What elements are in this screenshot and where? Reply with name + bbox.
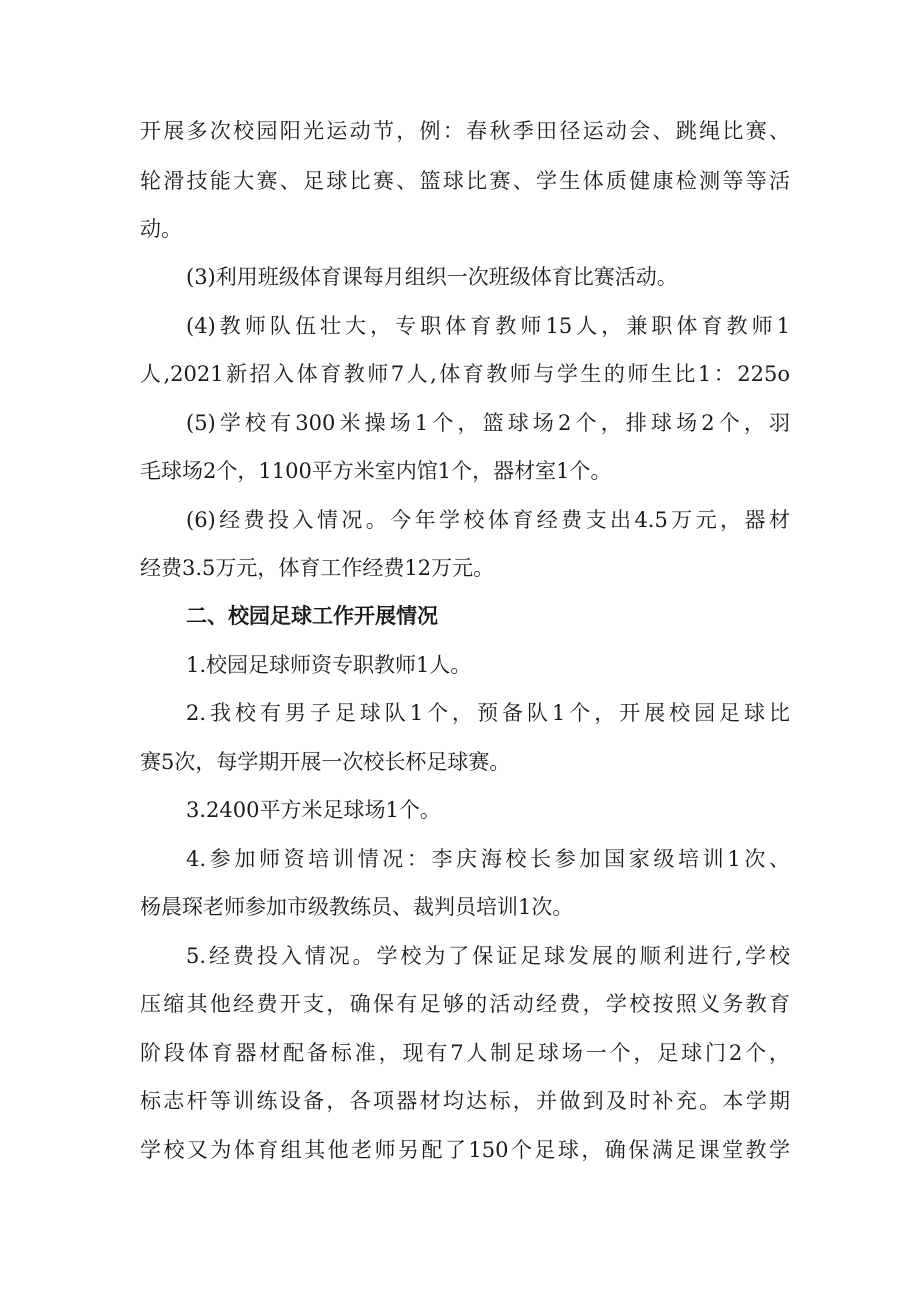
text-line: 杨晨琛老师参加市级教练员、裁判员培训1次。	[140, 895, 574, 919]
text-line: 赛5次，每学期开展一次校长杯足球赛。	[140, 750, 511, 774]
text-line: 4.参加师资培训情况：李庆海校长参加国家级培训1次、	[186, 847, 790, 871]
text-line: 轮滑技能大赛、足球比赛、篮球比赛、学生体质健康检测等等活	[140, 169, 790, 193]
section-heading: 二、校园足球工作开展情况	[186, 604, 438, 628]
text-line: 人,2021新招入体育教师7人,体育教师与学生的师生比1：225o	[140, 362, 790, 386]
text-line: 经费3.5万元，体育工作经费12万元。	[140, 556, 495, 580]
text-line: 开展多次校园阳光运动节，例：春秋季田径运动会、跳绳比赛、	[140, 119, 790, 143]
text-line: 1.校园足球师资专职教师1人。	[186, 653, 472, 677]
text-line: 2.我校有男子足球队1个，预备队1个，开展校园足球比	[186, 701, 790, 725]
text-line: 3.2400平方米足球场1个。	[186, 798, 441, 822]
text-line: (6)经费投入情况。今年学校体育经费支出4.5万元，器材	[186, 508, 790, 532]
text-line: 压缩其他经费开支，确保有足够的活动经费，学校按照义务教育	[140, 992, 790, 1016]
text-line: 标志杆等训练设备，各项器材均达标，并做到及时补充。本学期	[140, 1089, 790, 1113]
text-line: (4)教师队伍壮大，专职体育教师15人，兼职体育教师1	[186, 314, 790, 338]
text-line: (5)学校有300米操场1个，篮球场2个，排球场2个，羽	[186, 411, 790, 435]
text-line: 动。	[140, 217, 182, 241]
text-line: 毛球场2个，1100平方米室内馆1个，器材室1个。	[140, 459, 612, 483]
text-line: 5.经费投入情况。学校为了保证足球发展的顺利进行,学校	[186, 944, 790, 968]
text-line: 学校又为体育组其他老师另配了150个足球，确保满足课堂教学	[140, 1138, 790, 1162]
text-line: 阶段体育器材配备标准，现有7人制足球场一个，足球门2个，	[140, 1041, 790, 1065]
text-line: (3)利用班级体育课每月组织一次班级体育比赛活动。	[186, 265, 678, 289]
